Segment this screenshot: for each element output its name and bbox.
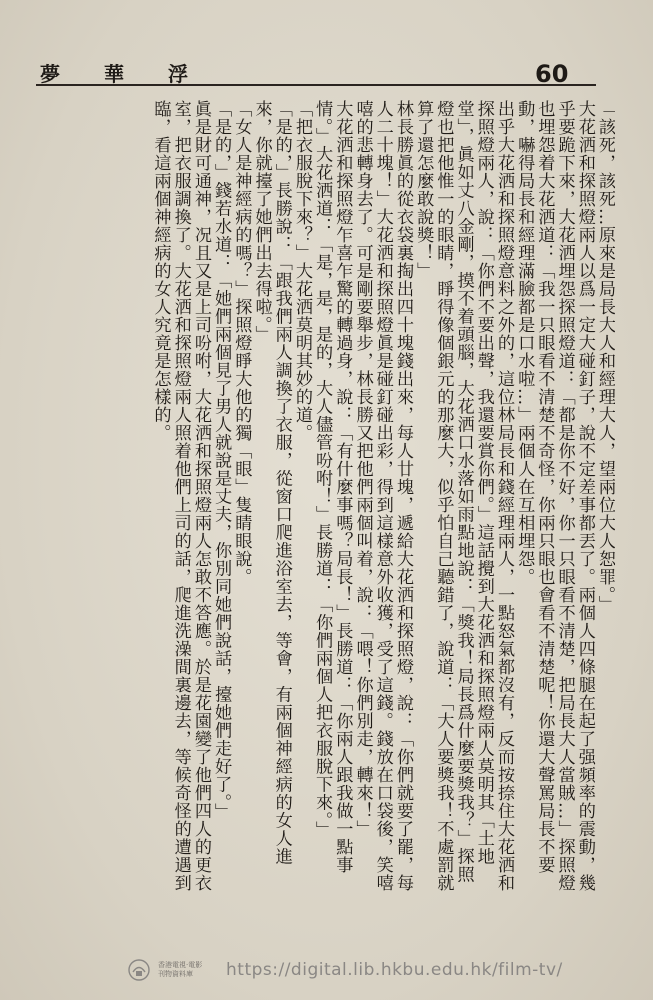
- paragraph: 眞是財可通神，况且又是上司吩咐，大花洒和探照燈兩人怎敢不答應。於是花園變了他們四人的更衣室，把衣服調換了。大花洒和探照燈兩人照着他們上司的話，爬進洗澡間裏邊去，等候奇怪的遭遇到臨，看這兩個神經病的女人究竟是怎樣的。: [150, 100, 211, 892]
- paragraph: 「女人是神經病的嗎？」探照燈睜大他的獨「眼」隻睛眼說。: [231, 100, 252, 586]
- paragraph: 「是的，」長勝說：「跟我們兩人調換了衣服，從窗口爬進浴室去，等會，有兩個神經病的女人進來，你就擡了她們出去得啦。」: [251, 100, 292, 866]
- paragraph: 出乎大花洒和探照燈意料之外的，這位林局長和錢經理兩人，一點怒氣都沒有，反而按捺住大花洒和探照燈兩人，說：「你們不要出聲，我還要賞你們。」這話攪到大花洒和探照燈兩人莫明其「土地堂」，眞如丈八金剛，摸不着頭腦，大花洒口水落如雨點地說：「獎我！局長爲什麼要獎我？」探照燈也把他惟一的眼睛，睜得像個銀元的那麼大，似乎怕自己聽錯了，說道：「大人要獎我！不處罰就算了還怎麼敢說獎！」: [413, 100, 514, 892]
- watermark-footer: [128, 955, 648, 985]
- paragraph: 林長勝眞的從衣袋裏掏出四十塊錢出來，每人廿塊，遞給大花洒和探照燈，說：「你們就要了罷，每人二十塊！」大花洒和探照燈眞是碰釘碰出彩，得到這樣意外收獲，受了這錢。錢放在口袋後，笑嘻嘻的悲轉身去了。可是剛要舉步，林長勝又把他們兩個叫着，說：「喂！你們別走，轉來！」: [352, 100, 413, 892]
- header-char: 華: [104, 62, 126, 86]
- header-char: 浮: [168, 62, 190, 86]
- archive-name-line: 刊物資料庫: [158, 970, 193, 978]
- paragraph: 大花洒和探照燈兩人以爲一定大碰釘子，說不定差事都丟了。兩個人四條腿在起了强頻率的震動，幾乎要跪下來，大花洒埋怨探照燈道：「都是你不好，你一只眼看不清楚，把局長大人當賊…」探照燈也埋怨着大花洒道：「我一只眼看不清楚不奇怪，你兩只眼也會看不清楚呢！你還大聲罵局長不要動，嚇得局長和經理滿臉都是口水啦…」兩個人在互相埋怨。: [514, 100, 595, 892]
- vertical-text-body: [33, 100, 615, 900]
- page-number: 60: [535, 60, 569, 88]
- header-rule: [36, 84, 596, 86]
- paragraph: 「該死，該死…原來是局長大人和經理大人，望兩位大人恕罪。」: [595, 100, 615, 614]
- running-header-title: [40, 58, 190, 87]
- archive-url-link[interactable]: https://digital.lib.hkbu.edu.hk/film-tv/: [226, 960, 563, 980]
- archive-logo-icon: [128, 959, 150, 981]
- paragraph: 大花洒和探照燈乍喜乍驚的轉過身，說：「有什麼事嗎？局長！」長勝道：「你兩人跟我做一點事情。」大花洒道：「是，是，是的，大人儘管吩咐！」長勝道：「你們兩個人把衣服脫下來。」: [312, 100, 353, 874]
- paragraph: 「是的，」錢若水道：「她們兩個見了男人就說是丈夫，你別同她們說話，擡她們走好了。」: [211, 100, 232, 821]
- header-char: 夢: [40, 62, 62, 86]
- archive-name-line: 香港電視·電影: [158, 961, 203, 969]
- archive-name: [158, 961, 218, 979]
- paragraph: 「把衣服脫下來？」大花洒莫明其妙的道。: [291, 100, 312, 442]
